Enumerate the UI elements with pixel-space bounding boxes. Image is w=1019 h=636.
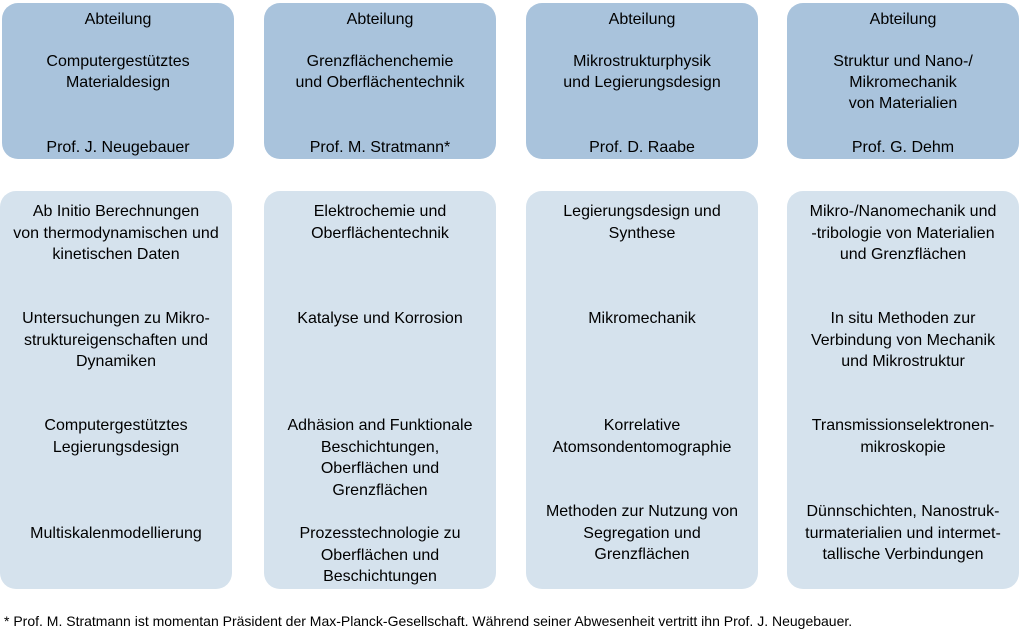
department-label: Abteilung: [346, 11, 414, 28]
research-topics-box: [526, 191, 758, 589]
research-topic: Untersuchungen zu Mikro- struktureigenschaften und Dynamiken: [22, 310, 210, 370]
research-topic: Transmissionselektronen- mikroskopie: [811, 417, 995, 456]
department-name: Grenzflächenchemie und Oberflächentechnik: [295, 53, 465, 91]
research-topics-box: [264, 191, 496, 589]
department-head: Prof. G. Dehm: [851, 139, 955, 156]
research-topic: Elektrochemie und Oberflächentechnik: [311, 203, 449, 242]
research-topic: Korrelative Atomsondentomographie: [552, 417, 732, 456]
department-header-box: [2, 3, 234, 159]
research-topic: Adhäsion and Funktionale Beschichtungen, Oberflächen und Grenzflächen: [287, 417, 473, 499]
department-head: Prof. D. Raabe: [589, 139, 695, 156]
research-topic: Prozesstechnologie zu Oberflächen und Beschichtungen: [299, 525, 461, 585]
research-topics-box: [787, 191, 1019, 589]
research-topic: Methoden zur Nutzung von Segregation und Grenzflächen: [545, 503, 739, 563]
research-topic: Ab Initio Berechnungen von thermodynamischen und kinetischen Daten: [13, 203, 219, 263]
footnote: * Prof. M. Stratmann ist momentan Präsident der Max-Planck-Gesellschaft. Während seiner Abwesenheit vertritt ihn Prof. J. Neugebauer.: [4, 613, 853, 629]
department-name: Struktur und Nano-/ Mikromechanik von Materialien: [833, 53, 973, 112]
department-label: Abteilung: [869, 11, 937, 28]
department-label: Abteilung: [84, 11, 152, 28]
department-header-box: [787, 3, 1019, 159]
research-topic: Computergestütztes Legierungsdesign: [44, 417, 188, 456]
department-head: Prof. J. Neugebauer: [46, 139, 190, 156]
department-header-box: [264, 3, 496, 159]
research-topic: Dünnschichten, Nanostruk- turmaterialien und intermet- tallische Verbindungen: [805, 503, 1001, 563]
research-topic: Mikro-/Nanomechanik und -tribologie von Materialien und Grenzflächen: [809, 203, 997, 263]
department-name: Computergestütztes Materialdesign: [46, 53, 190, 91]
department-head: Prof. M. Stratmann*: [309, 139, 451, 156]
department-name: Mikrostrukturphysik und Legierungsdesign: [563, 53, 721, 91]
research-topic: Legierungsdesign und Synthese: [563, 203, 721, 242]
research-topics-box: [0, 191, 232, 589]
research-topic: Mikromechanik: [588, 310, 696, 327]
department-label: Abteilung: [608, 11, 676, 28]
research-topic: In situ Methoden zur Verbindung von Mechanik und Mikrostruktur: [810, 310, 996, 370]
department-header-box: [526, 3, 758, 159]
research-topic: Katalyse und Korrosion: [297, 310, 463, 327]
research-topic: Multiskalenmodellierung: [30, 525, 202, 542]
